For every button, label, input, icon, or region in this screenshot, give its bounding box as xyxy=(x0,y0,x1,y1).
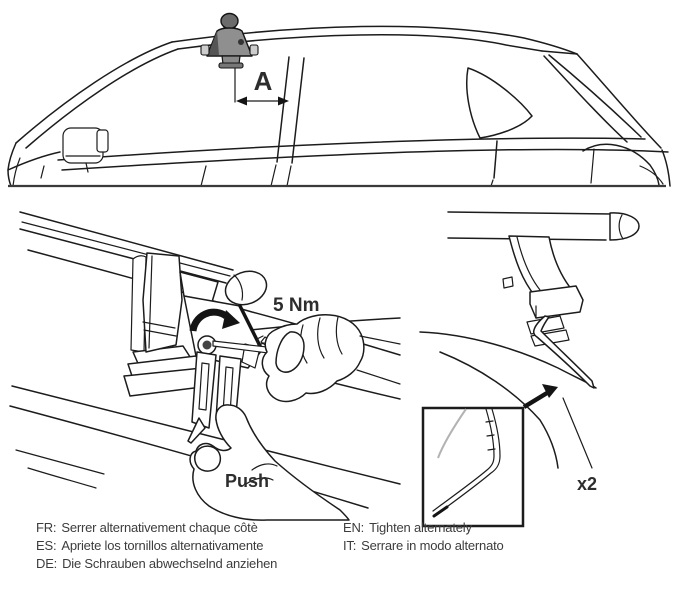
instruction-en-lang: EN: xyxy=(343,520,365,535)
instruction-it-text: Serrare in modo alternato xyxy=(361,538,504,553)
car-side-view xyxy=(8,26,670,186)
instruction-en xyxy=(343,519,504,537)
instruction-it xyxy=(343,537,504,555)
push-hand xyxy=(190,405,349,520)
instruction-de xyxy=(36,555,277,573)
quantity-marker xyxy=(563,398,597,494)
torque-tightening-view xyxy=(10,212,400,520)
hook-detail-inset xyxy=(423,408,523,526)
tool-hand xyxy=(262,315,400,402)
instruction-it-lang: IT: xyxy=(343,538,357,553)
instruction-fr-lang: FR: xyxy=(36,520,57,535)
instruction-fr xyxy=(36,519,277,537)
detail-arrow xyxy=(524,384,558,407)
quantity-label: x2 xyxy=(577,474,598,494)
side-mirror xyxy=(63,128,108,172)
instructions-left-column xyxy=(36,519,277,573)
instruction-de-text: Die Schrauben abwechselnd anziehen xyxy=(62,556,278,571)
dimension-label: A xyxy=(253,66,273,96)
instruction-es-text: Apriete los tornillos alternativamente xyxy=(61,538,264,553)
instruction-es xyxy=(36,537,277,555)
instruction-de-lang: DE: xyxy=(36,556,58,571)
bar-end-view xyxy=(420,212,639,526)
instruction-en-text: Tighten alternately xyxy=(369,520,472,535)
push-label: Push xyxy=(225,471,270,491)
torque-label: 5 Nm xyxy=(273,295,320,316)
instruction-fr-text: Serrer alternativement chaque côtè xyxy=(61,520,258,535)
dimension-marker xyxy=(235,66,289,106)
instructions-right-column xyxy=(343,519,504,555)
instruction-es-lang: ES: xyxy=(36,538,57,553)
